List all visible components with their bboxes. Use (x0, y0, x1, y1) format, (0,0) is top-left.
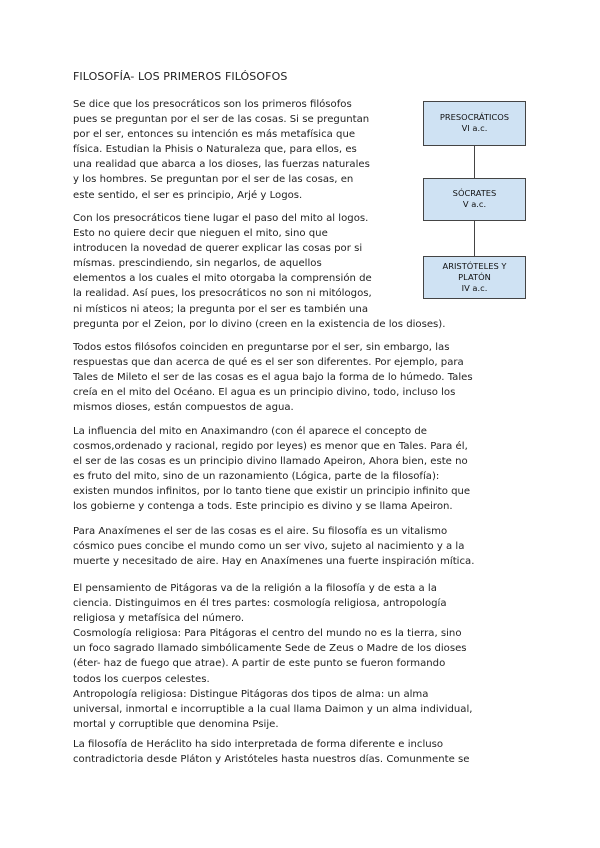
connector-line (474, 221, 475, 256)
text-line: existen mundos infinitos, por lo tanto tiene que existir un principio infinito que (73, 486, 471, 498)
text-line: pues se preguntan por el ser de las cosas. Si se preguntan (73, 114, 370, 126)
text-line: y los hombres. Se preguntan por el ser de las cosas, en (73, 174, 354, 186)
text-line: Se dice que los presocráticos son los primeros filósofos (73, 99, 352, 110)
text-line: muerte y necesitado de aire. Hay en Anaxímenes una fuerte inspiración mítica. (73, 556, 475, 568)
box-line: SÓCRATES (452, 188, 497, 198)
text-line: La influencia del mito en Anaximandro (con él aparece el concepto de (73, 426, 428, 437)
box-presocraticos (423, 101, 526, 146)
text-line: Con los presocráticos tiene lugar el paso del mito al logos. (73, 213, 369, 224)
box-line: PLATÓN (458, 272, 491, 282)
text-line: un foco sagrado llamado simbólicamente Sede de Zeus o Madre de los dioses (73, 643, 467, 655)
paragraph-anaximandro (73, 424, 470, 515)
box-line: V a.c. (462, 199, 487, 209)
text-line: Esto no quiere decir que nieguen el mito, sino que (73, 228, 328, 240)
text-line: ciencia. Distinguimos en él tres partes: cosmología religiosa, antropología (73, 598, 447, 610)
text-line: por el ser, entonces su intención es más metafísica que (73, 129, 356, 141)
text-line: elementos a los cuales el mito otorgaba la comprensión de (73, 273, 372, 285)
text-line: es fruto del mito, sino de un razonamiento (Lógica, parte de la filosofía): (73, 471, 440, 483)
box-line: ARISTÓTELES Y (442, 261, 507, 271)
text-line: El pensamiento de Pitágoras va de la religión a la filosofía y de esta a la (73, 583, 437, 594)
paragraph-heraclito (73, 737, 469, 767)
text-line: mortal y corruptible que denomina Psije. (73, 718, 279, 730)
text-line: los gobierne y contenga a tods. Este principio es divino y se llama Apeiron. (73, 501, 453, 513)
paragraph-anaximenes (73, 524, 474, 569)
paragraph-mito-logos (73, 211, 445, 332)
text-line: Tales de Mileto el ser de las cosas es el agua bajo la forma de lo húmedo. Tales (73, 372, 473, 384)
text-line: ni místicos ni ateos; la pregunta por el ser es también una (73, 303, 369, 315)
text-line: introducen la novedad de querer explicar las cosas por si (73, 243, 363, 255)
connector-line (474, 146, 475, 178)
text-line: Para Anaxímenes el ser de las cosas es el aire. Su filosofía es un vitalismo (73, 526, 448, 537)
box-line: PRESOCRÁTICOS (439, 112, 510, 122)
text-line: Todos estos filósofos coinciden en preguntarse por el ser, sin embargo, las (73, 342, 450, 353)
text-line: este sentido, el ser es principio, Arjé y Logos. (73, 189, 303, 201)
text-line: cosmos,ordenado y racional, regido por leyes) es menor que en Tales. Para él, (73, 441, 468, 453)
text-line: Antropología religiosa: Distingue Pitágoras dos tipos de alma: un alma (73, 688, 429, 700)
paragraph-pitagoras (73, 581, 473, 732)
text-line: Cosmología religiosa: Para Pitágoras el centro del mundo no es la tierra, sino (73, 628, 462, 640)
text-line: todos los cuerpos celestes. (73, 673, 210, 685)
text-line: La filosofía de Heráclito ha sido interpretada de forma diferente e incluso (73, 739, 444, 750)
text-line: la realidad. Así pues, los presocráticos no son ni mitólogos, (73, 288, 372, 300)
text-line: cósmico pues concibe el mundo como un ser vivo, sujeto al nacimiento y a la (73, 541, 465, 553)
text-line: pregunta por el Zeion, por lo divino (creen en la existencia de los dioses). (73, 318, 446, 330)
text-line: creía en el mito del Océano. El agua es un principio divino, todo, incluso los (73, 387, 456, 399)
text-line: mismos dioses, están compuestos de agua. (73, 402, 294, 414)
text-line: universal, inmortal e incorruptible a la cual llama Daimon y un alma individual, (73, 703, 473, 715)
text-line: contradictoria desde Pláton y Aristóteles hasta nuestros días. Comunmente se (73, 754, 470, 766)
text-line: (éter- haz de fuego que atrae). A partir de este punto se fueron formando (73, 658, 446, 670)
text-line: una realidad que abarca a los dioses, las fuerzas naturales (73, 159, 370, 171)
text-line: el ser de las cosas es un principio divino llamado Apeiron, Ahora bien, este no (73, 456, 468, 468)
text-line: mísmas. prescindiendo, sin negarlos, de aquellos (73, 258, 322, 270)
text-line: religiosa y metafísica del número. (73, 613, 245, 625)
page-title: FILOSOFÍA- LOS PRIMEROS FILÓSOFOS (73, 70, 288, 83)
text-line: respuestas que dan acerca de qué es el ser son diferentes. Por ejemplo, para (73, 357, 464, 369)
paragraph-tales (73, 340, 473, 415)
box-line: VI a.c. (461, 123, 488, 133)
box-line: IV a.c. (461, 283, 488, 293)
text-line: física. Estudian la Phisis o Naturaleza que, para ellos, es (73, 144, 357, 156)
paragraph-presocraticos (73, 97, 370, 203)
